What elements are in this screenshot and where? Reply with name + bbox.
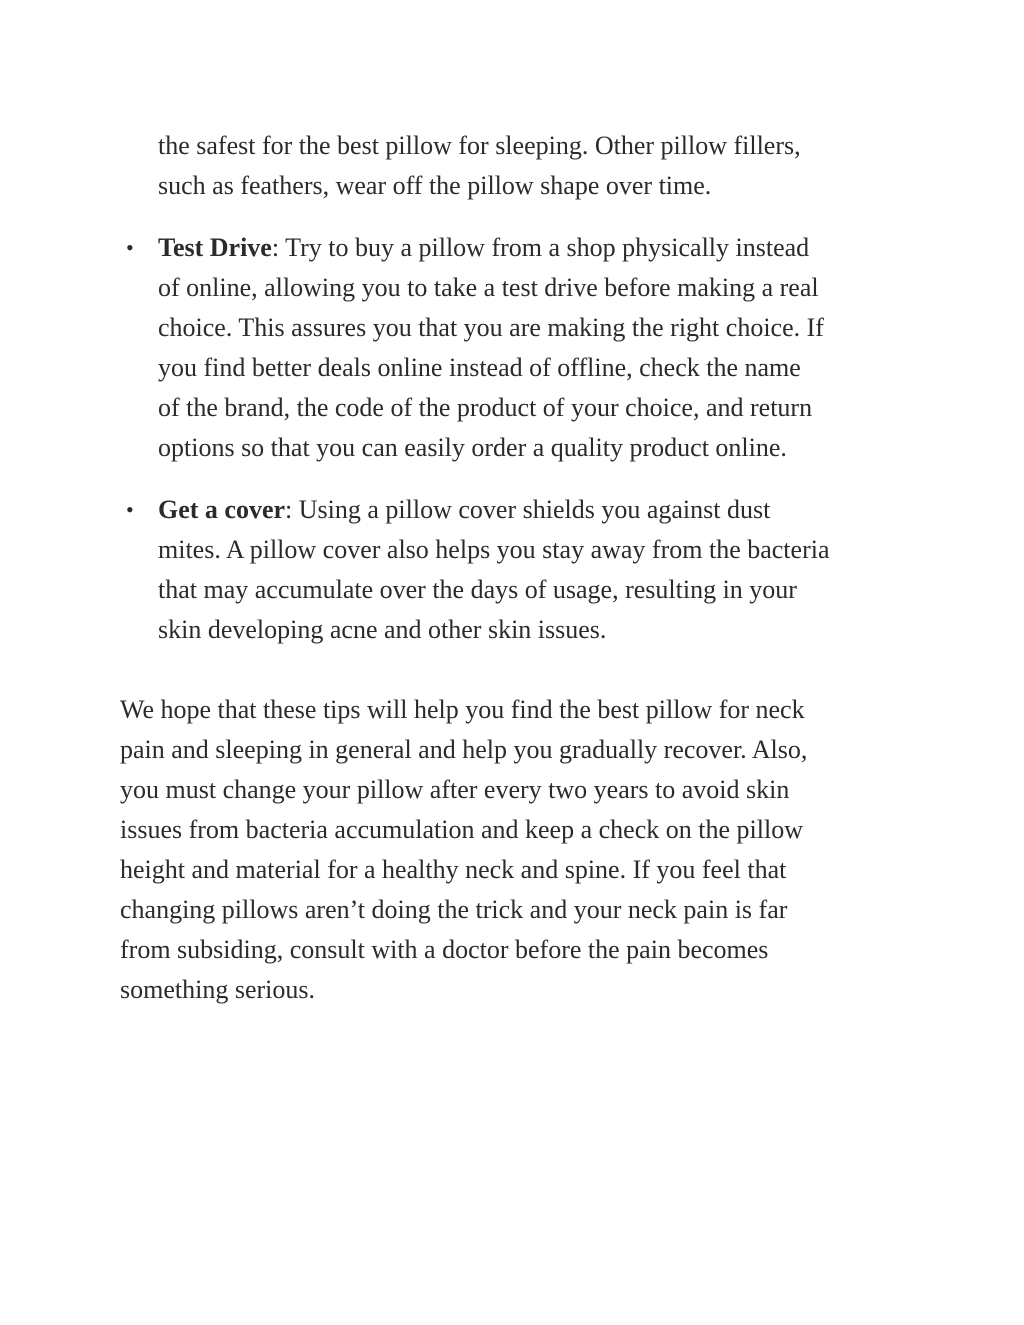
bullet-line: mites. A pillow cover also helps you stay away from the bacteria (158, 535, 830, 564)
paragraph-line: something serious. (120, 975, 315, 1004)
paragraph-line: changing pillows aren’t doing the trick and your neck pain is far (120, 895, 788, 924)
bullet-text: : Try to buy a pillow from a shop physically instead (271, 233, 810, 262)
paragraph-line: from subsiding, consult with a doctor before the pain becomes (120, 935, 769, 964)
bullet-term: Test Drive (158, 233, 272, 262)
paragraph-line: you must change your pillow after every two years to avoid skin (120, 775, 790, 804)
bullet-text: : Using a pillow cover shields you against dust (285, 495, 771, 524)
continuation-line: the safest for the best pillow for sleeping. Other pillow fillers, (158, 131, 801, 160)
bullet-line: options so that you can easily order a quality product online. (158, 433, 787, 462)
bullet-line: of the brand, the code of the product of your choice, and return (158, 393, 813, 422)
bullet-line: skin developing acne and other skin issues. (158, 615, 607, 644)
bullet-line: you find better deals online instead of offline, check the name (158, 353, 801, 382)
bullet-marker: • (126, 235, 134, 260)
continuation-line: such as feathers, wear off the pillow shape over time. (158, 171, 712, 200)
bullet-marker: • (126, 497, 134, 522)
paragraph-line: issues from bacteria accumulation and keep a check on the pillow (120, 815, 803, 844)
paragraph-line: pain and sleeping in general and help you gradually recover. Also, (120, 735, 808, 764)
bullet-line: of online, allowing you to take a test drive before making a real (158, 273, 819, 302)
bullet-term: Get a cover (158, 495, 286, 524)
bullet-first-line (158, 228, 809, 268)
paragraph-line: height and material for a healthy neck and spine. If you feel that (120, 855, 787, 884)
bullet-line: choice. This assures you that you are making the right choice. If (158, 313, 824, 342)
paragraph-line: We hope that these tips will help you find the best pillow for neck (120, 695, 805, 724)
bullet-first-line (158, 490, 770, 530)
bullet-line: that may accumulate over the days of usage, resulting in your (158, 575, 797, 604)
